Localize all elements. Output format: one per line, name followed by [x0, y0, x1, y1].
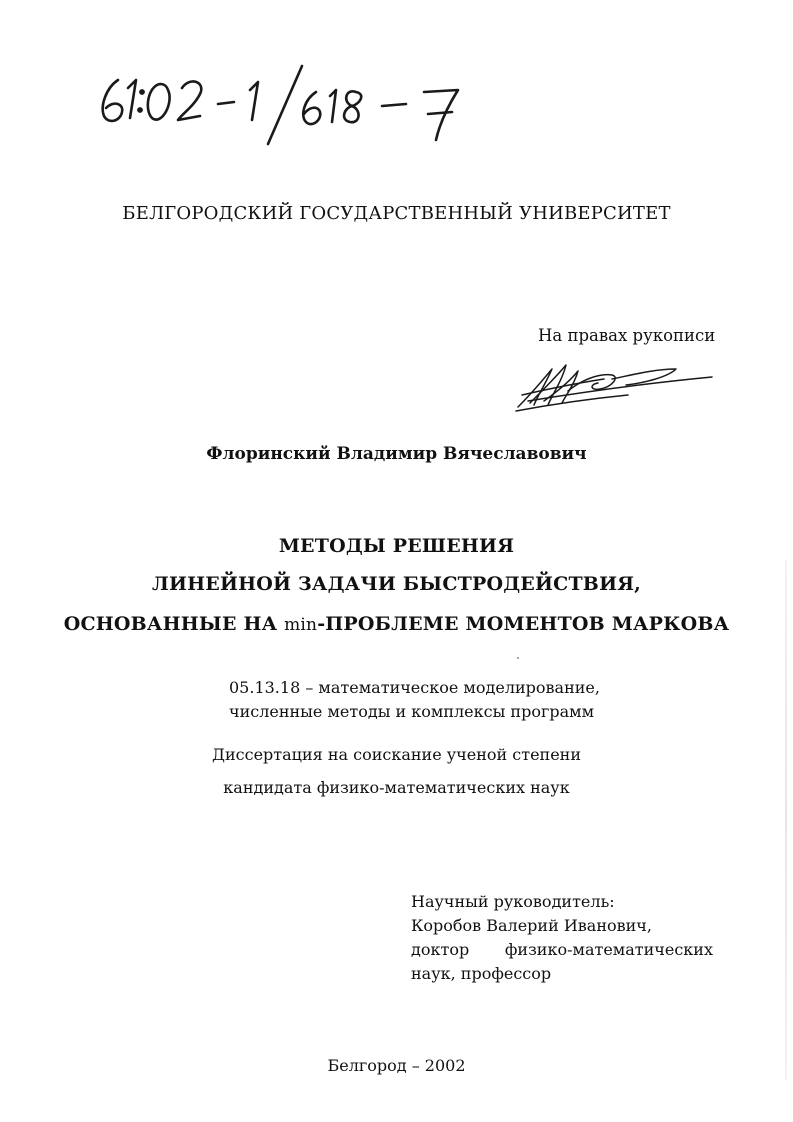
- manuscript-rights-note: На правах рукописи: [538, 326, 716, 345]
- dissertation-title-line-2: ЛИНЕЙНОЙ ЗАДАЧИ БЫСТРОДЕЙСТВИЯ,: [151, 573, 641, 595]
- author-signature: [508, 355, 718, 415]
- title-line-3-suffix: -ПРОБЛЕМЕ МОМЕНТОВ МАРКОВА: [317, 613, 730, 635]
- dissertation-title-line-3: [0, 613, 793, 635]
- title-line-3-prefix: ОСНОВАННЫЕ НА: [63, 613, 285, 635]
- title-line-3-min: min: [284, 615, 318, 635]
- supervisor-degree-word-1: доктор: [411, 940, 470, 959]
- degree-line-1: Диссертация на соискание ученой степени: [211, 745, 581, 764]
- specialty-line-1: 05.13.18 – математическое моделирование,: [229, 678, 600, 697]
- handwritten-archive-code: [90, 62, 490, 152]
- scan-speck: [517, 657, 519, 659]
- degree-line-2: кандидата физико-математических наук: [223, 778, 570, 797]
- supervisor-name: Коробов Валерий Иванович,: [411, 916, 652, 935]
- author-name: Флоринский Владимир Вячеславович: [206, 444, 587, 464]
- supervisor-block: [411, 890, 713, 986]
- specialty-code: [229, 676, 600, 724]
- scan-edge-shadow: [785, 560, 787, 1080]
- specialty-line-2: численные методы и комплексы программ: [229, 702, 595, 721]
- signature-drawing: [508, 355, 718, 415]
- dissertation-title-line-1: МЕТОДЫ РЕШЕНИЯ: [278, 535, 515, 557]
- city-and-year: Белгород – 2002: [327, 1056, 466, 1075]
- supervisor-degree-line-2: наук, профессор: [411, 964, 552, 983]
- university-name: БЕЛГОРОДСКИЙ ГОСУДАРСТВЕННЫЙ УНИВЕРСИТЕТ: [122, 203, 671, 224]
- supervisor-degree-word-2: физико-математических: [504, 940, 713, 959]
- supervisor-degree-line-1: [411, 938, 713, 962]
- supervisor-label: Научный руководитель:: [411, 892, 615, 911]
- handwritten-code-drawing: [90, 62, 490, 152]
